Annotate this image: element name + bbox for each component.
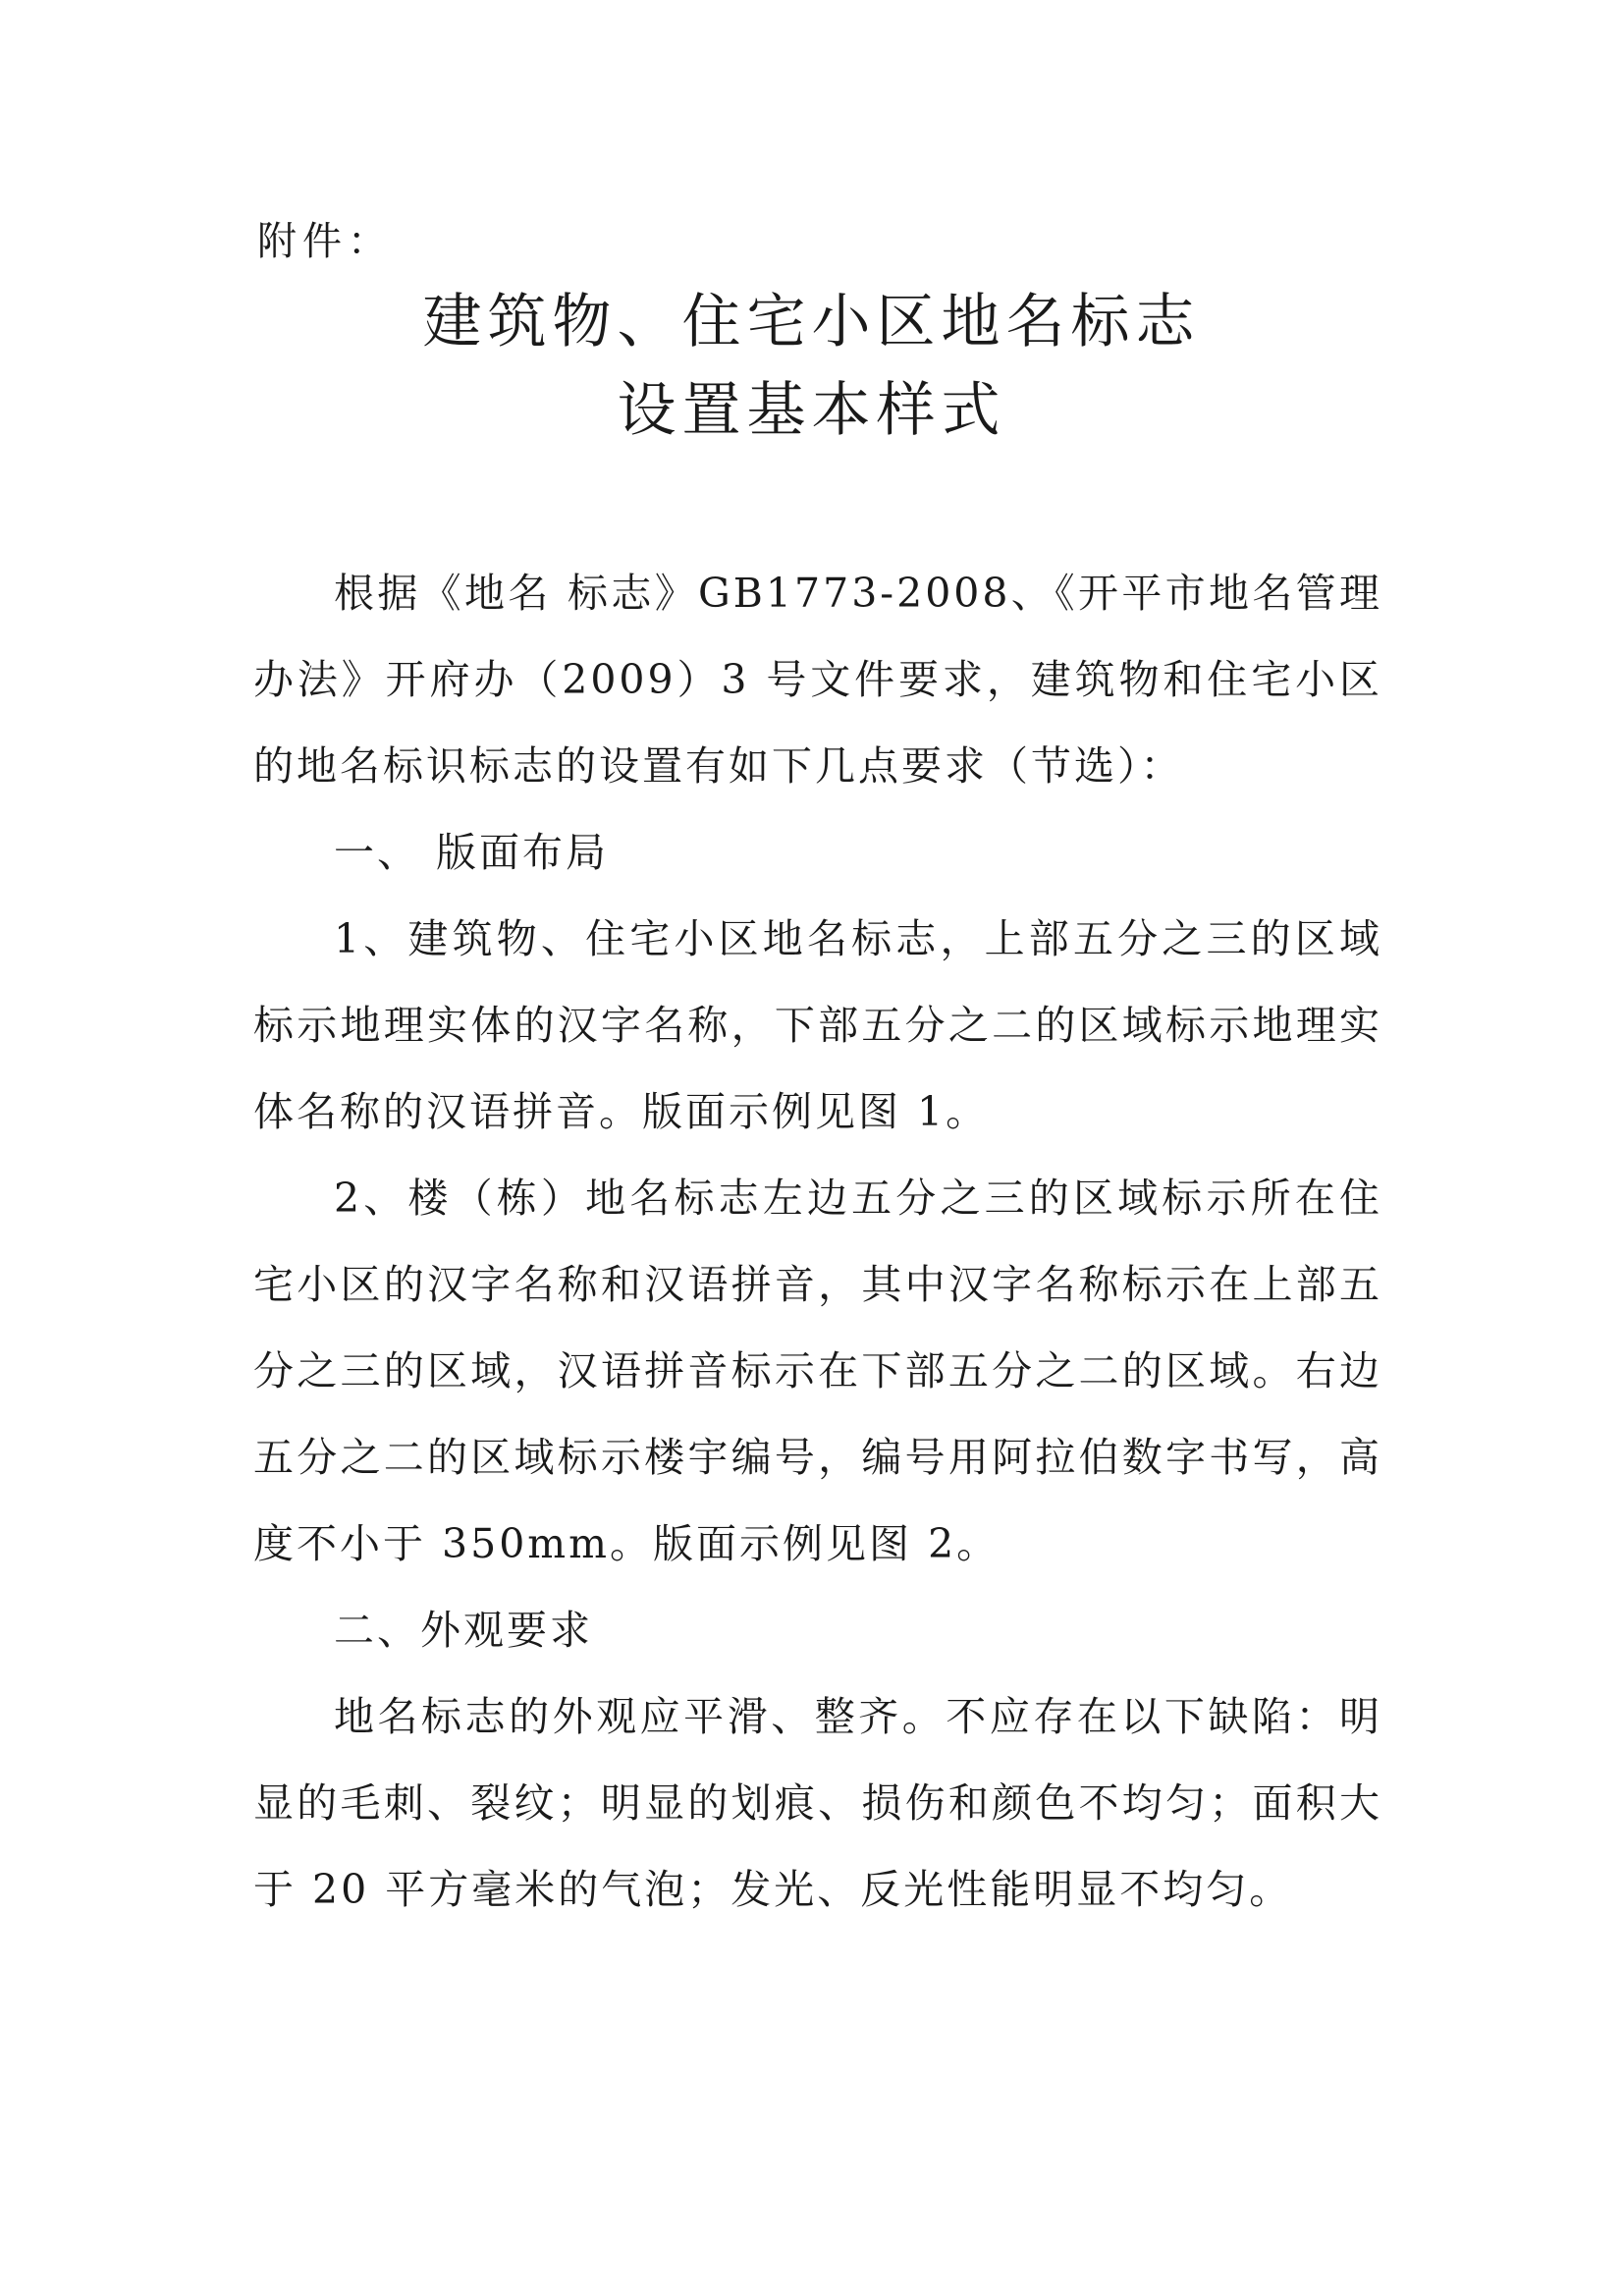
attachment-label: 附件： [257,219,393,264]
layout-rule-2-paragraph: 2、楼（栋）地名标志左边五分之三的区域标示所在住宅小区的汉字名称和汉语拼音，其中汉字名称标示在上部五分之三的区域，汉语拼音标示在下部五分之二的区域。右边五分之二的区域标示楼宇编号，编号用阿拉伯数字书写，高度不小于 350mm。版面示例见图 2。 [253,1175,1382,1567]
document-title-line-1: 建筑物、住宅小区地名标志 [422,288,1201,356]
appearance-rule-paragraph: 地名标志的外观应平滑、整齐。不应存在以下缺陷：明显的毛刺、裂纹；明显的划痕、损伤和颜色不均匀；面积大于 20 平方毫米的气泡；发光、反光性能明显不均匀。 [253,1693,1382,1913]
document-body [253,550,1382,1933]
layout-rule-1-paragraph: 1、建筑物、住宅小区地名标志，上部五分之三的区域标示地理实体的汉字名称，下部五分之二的区域标示地理实体名称的汉语拼音。版面示例见图 1。 [253,915,1382,1135]
document-title-line-2: 设置基本样式 [617,376,1006,445]
intro-paragraph: 根据《地名 标志》GB1773-2008、《开平市地名管理办法》开府办（2009）3 号文件要求，建筑物和住宅小区的地名标识标志的设置有如下几点要求（节选）： [253,570,1382,790]
section-heading-appearance: 二、外观要求 [334,1607,593,1654]
section-heading-layout: 一、 版面布局 [334,829,610,876]
